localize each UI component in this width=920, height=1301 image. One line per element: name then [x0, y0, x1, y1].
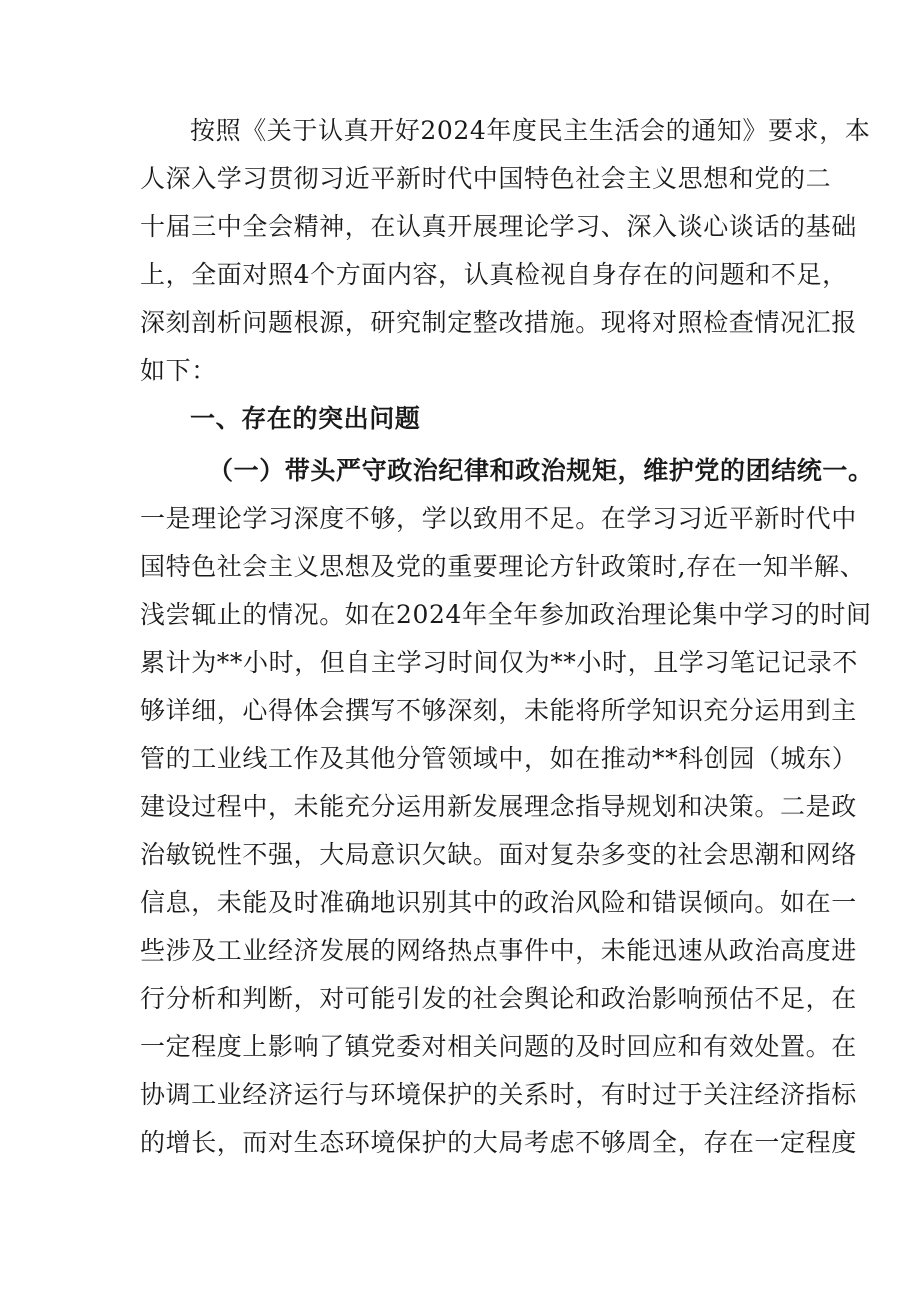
intro-line: 上，全面对照4个方面内容，认真检视自身存在的问题和不足，: [140, 260, 848, 289]
intro-line: 按照《关于认真开好2024年度民主生活会的通知》要求，本: [190, 116, 871, 145]
body-line: 信息，未能及时准确地识别其中的政治风险和错误倾向。如在一: [140, 888, 857, 917]
body-line: 的增长，而对生态环境保护的大局考虑不够周全，存在一定程度: [140, 1128, 857, 1157]
section-subheading: （一）带头严守政治纪律和政治规矩，维护党的团结统一。: [208, 456, 874, 485]
body-line: 行分析和判断，对可能引发的社会舆论和政治影响预估不足，在: [140, 984, 857, 1013]
body-line: 累计为**小时，但自主学习时间仅为**小时，且学习笔记记录不: [140, 648, 859, 677]
body-line: 协调工业经济运行与环境保护的关系时，有时过于关注经济指标: [140, 1080, 857, 1109]
body-line: 些涉及工业经济发展的网络热点事件中，未能迅速从政治高度进: [140, 936, 857, 965]
intro-line: 如下：: [140, 356, 217, 385]
intro-line: 十届三中全会精神，在认真开展理论学习、深入谈心谈话的基础: [140, 212, 857, 241]
body-line: 一是理论学习深度不够，学以致用不足。在学习习近平新时代中: [140, 504, 857, 533]
body-line: 建设过程中，未能充分运用新发展理念指导规划和决策。二是政: [140, 792, 857, 821]
body-line: 一定程度上影响了镇党委对相关问题的及时回应和有效处置。在: [140, 1032, 857, 1061]
intro-line: 人深入学习贯彻习近平新时代中国特色社会主义思想和党的二: [140, 164, 832, 193]
body-line: 国特色社会主义思想及党的重要理论方针政策时,存在一知半解、: [140, 552, 866, 581]
body-line: 治敏锐性不强，大局意识欠缺。面对复杂多变的社会思潮和网络: [140, 840, 857, 869]
body-line: 够详细，心得体会撰写不够深刻，未能将所学知识充分运用到主: [140, 696, 857, 725]
body-line: 管的工业线工作及其他分管领域中，如在推动**科创园（城东）: [140, 744, 858, 773]
body-line: 浅尝辄止的情况。如在2024年全年参加政治理论集中学习的时间: [140, 600, 872, 629]
intro-line: 深刻剖析问题根源，研究制定整改措施。现将对照检查情况汇报: [140, 308, 857, 337]
section-heading: 一、存在的突出问题: [190, 404, 421, 433]
